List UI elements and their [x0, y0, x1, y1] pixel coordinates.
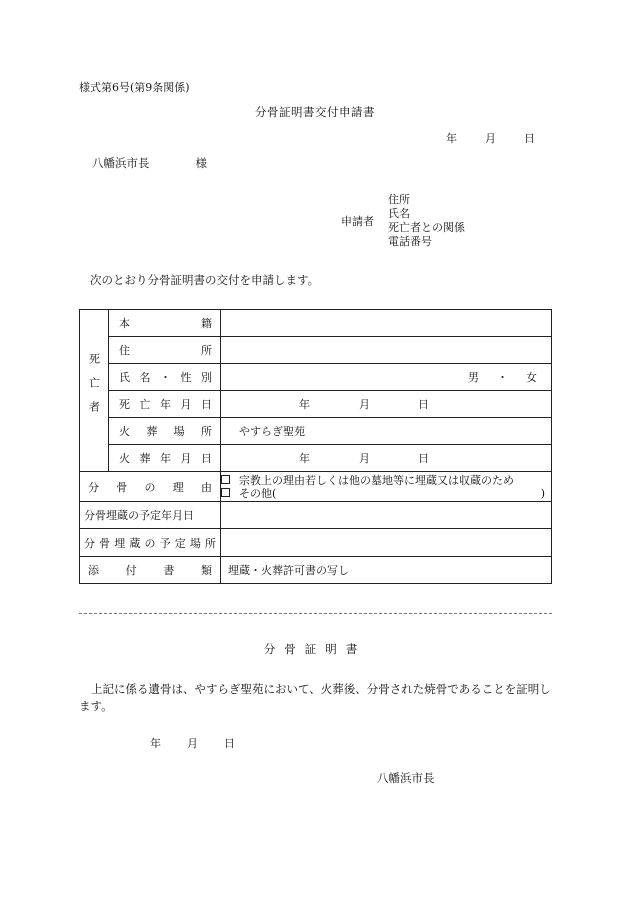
applicant-label: 申請者 — [341, 215, 374, 228]
gender-female[interactable]: 女 — [526, 371, 537, 384]
burial-date-field[interactable] — [221, 502, 552, 529]
address-field[interactable] — [221, 337, 552, 364]
certificate-issuer: 八幡浜市長 — [377, 771, 435, 785]
application-table — [79, 309, 552, 584]
honseki-field[interactable] — [221, 310, 552, 337]
certificate-date — [150, 738, 235, 749]
name-gender-field[interactable] — [221, 364, 552, 391]
burial-place-field[interactable] — [221, 529, 552, 557]
addressee-honorific: 様 — [195, 156, 207, 170]
crematorium-label: 火 葬 場 所 — [109, 418, 221, 445]
honseki-label: 本 籍 — [109, 310, 221, 337]
address-label: 住 所 — [109, 337, 221, 364]
cert-date-year: 年 — [150, 737, 161, 750]
applicant-relation-label: 死亡者との関係 — [388, 221, 465, 234]
crematorium-field[interactable]: やすらぎ聖苑 — [221, 418, 552, 445]
addressee-name: 八幡浜市長 — [92, 156, 150, 170]
addressee — [92, 158, 207, 170]
page-title: 分骨証明書交付申請書 — [255, 105, 375, 119]
cremation-date-field[interactable]: 年 月 日 — [221, 445, 552, 472]
name-gender-label: 氏 名 ・ 性 別 — [109, 364, 221, 391]
applicant-address-label: 住所 — [388, 193, 410, 206]
checkbox-other[interactable] — [221, 488, 230, 497]
date-day: 日 — [524, 132, 535, 145]
applicant-phone-label: 電話番号 — [388, 235, 432, 248]
date-month: 月 — [485, 132, 496, 145]
deceased-group-label: 死亡者 — [80, 310, 109, 472]
cert-date-day: 日 — [224, 737, 235, 750]
reason-label: 分 骨 の 理 由 — [80, 472, 221, 502]
reason-option-other[interactable]: その他( ) — [221, 487, 551, 500]
applicant-name-label: 氏名 — [388, 207, 410, 220]
burial-date-label: 分骨埋蔵の予定年月日 — [80, 502, 221, 529]
applicant-fields — [388, 193, 465, 249]
checkbox-religious[interactable] — [221, 475, 230, 484]
death-date-label: 死 亡 年 月 日 — [109, 391, 221, 418]
intro-text: 次のとおり分骨証明書の交付を申請します。 — [90, 273, 320, 287]
cert-date-month: 月 — [187, 737, 198, 750]
gender-male[interactable]: 男 — [468, 371, 479, 384]
burial-place-label: 分 骨 埋 蔵 の 予 定 場 所 — [80, 529, 221, 557]
death-date-field[interactable]: 年 月 日 — [221, 391, 552, 418]
reason-option-religious[interactable]: 宗教上の理由若しくは他の墓地等に埋蔵又は収蔵のため — [221, 474, 551, 487]
gender-separator: ・ — [497, 371, 508, 384]
reason-field — [221, 472, 552, 502]
attachments-field: 埋蔵・火葬許可書の写し — [221, 557, 552, 584]
certificate-title: 分骨証明書 — [263, 642, 367, 656]
date-year: 年 — [446, 132, 457, 145]
form-number: 様式第6号(第9条関係) — [79, 81, 190, 94]
cut-line — [79, 613, 552, 614]
cremation-date-label: 火 葬 年 月 日 — [109, 445, 221, 472]
certificate-body: 上記に係る遺骨は、やすらぎ聖苑において、火葬後、分骨された焼骨であることを証明します。 — [79, 682, 551, 713]
application-date — [446, 133, 535, 144]
attachments-label: 添 付 書 類 — [80, 557, 221, 584]
